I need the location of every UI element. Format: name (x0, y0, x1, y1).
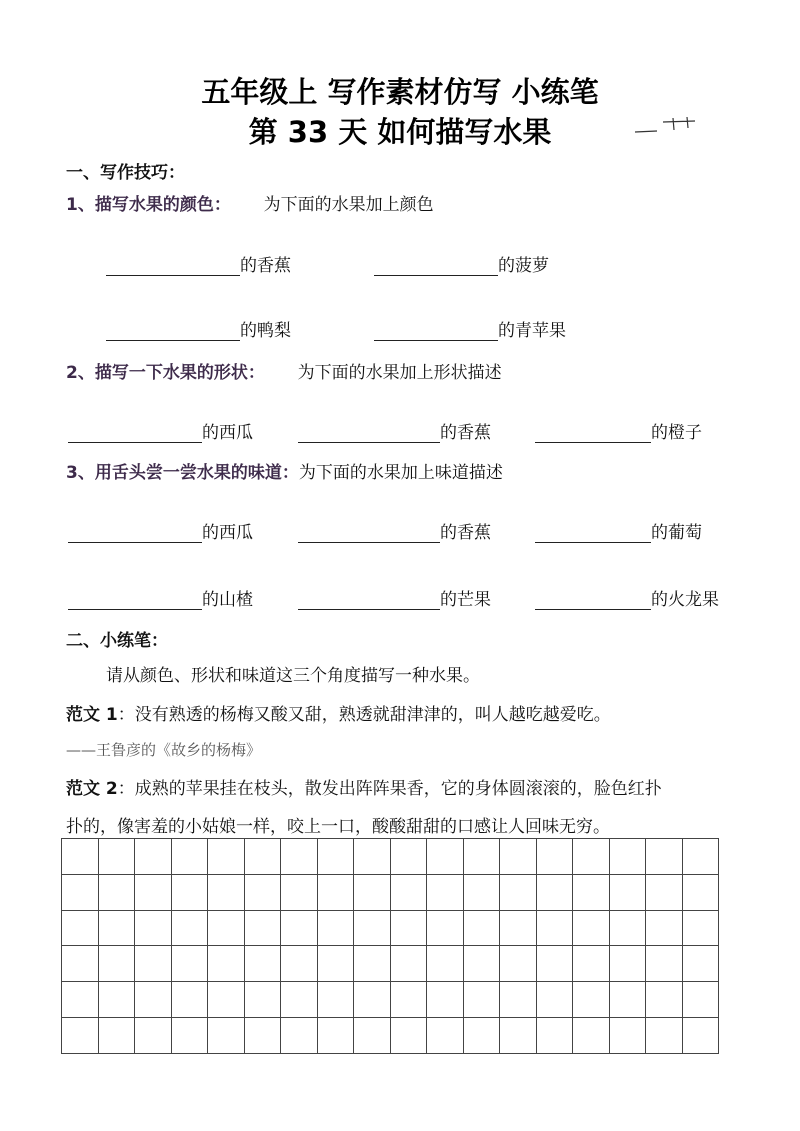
grid-cell[interactable] (390, 1017, 427, 1053)
grid-cell[interactable] (208, 946, 245, 982)
grid-cell[interactable] (463, 946, 500, 982)
grid-cell[interactable] (281, 1017, 318, 1053)
grid-cell[interactable] (536, 839, 573, 875)
answer-blank[interactable] (68, 522, 202, 543)
fruit-label: 的青苹果 (498, 321, 566, 341)
grid-cell[interactable] (500, 839, 537, 875)
answer-blank[interactable] (374, 255, 498, 276)
grid-cell[interactable] (317, 874, 354, 910)
grid-cell[interactable] (573, 910, 610, 946)
grid-cell[interactable] (135, 982, 172, 1018)
example-2-line1 (66, 774, 662, 799)
grid-row (62, 839, 719, 875)
grid-cell[interactable] (536, 946, 573, 982)
grid-cell[interactable] (427, 839, 464, 875)
fruit-label: 的菠萝 (498, 256, 549, 276)
technique-shape (66, 358, 502, 383)
scribble-mark (633, 114, 699, 134)
answer-blank[interactable] (106, 255, 240, 276)
fill-blank-item[interactable] (68, 418, 253, 443)
example-1 (66, 700, 611, 725)
grid-cell[interactable] (135, 946, 172, 982)
example-2-text: ：成熟的苹果挂在枝头，散发出阵阵果香，它的身体圆滚滚的，脸色红扑 (117, 779, 662, 799)
grid-cell[interactable] (281, 839, 318, 875)
grid-cell[interactable] (536, 1017, 573, 1053)
fill-blank-item[interactable] (374, 316, 566, 341)
grid-cell[interactable] (390, 982, 427, 1018)
grid-cell[interactable] (609, 982, 646, 1018)
exercise-prompt: 请从颜色、形状和味道这三个角度描写一种水果。 (106, 666, 480, 686)
grid-cell[interactable] (98, 839, 135, 875)
grid-cell[interactable] (135, 874, 172, 910)
fruit-label: 的鸭梨 (240, 321, 291, 341)
fruit-label: 的香蕉 (240, 256, 291, 276)
grid-cell[interactable] (609, 910, 646, 946)
grid-cell[interactable] (646, 946, 683, 982)
fill-blank-item[interactable] (106, 251, 291, 276)
technique-shape-label: 2、描写一下水果的形状： (66, 363, 265, 383)
grid-cell[interactable] (609, 946, 646, 982)
grid-cell[interactable] (354, 910, 391, 946)
grid-cell[interactable] (62, 839, 99, 875)
grid-cell[interactable] (208, 1017, 245, 1053)
grid-cell[interactable] (281, 946, 318, 982)
answer-blank[interactable] (374, 320, 498, 341)
grid-cell[interactable] (500, 1017, 537, 1053)
grid-cell[interactable] (573, 1017, 610, 1053)
fill-blank-item[interactable] (298, 518, 491, 543)
section1-heading: 一、写作技巧： (66, 163, 185, 183)
grid-cell[interactable] (354, 982, 391, 1018)
answer-blank[interactable] (535, 522, 651, 543)
grid-cell[interactable] (646, 982, 683, 1018)
technique-color-instruction: 为下面的水果加上颜色 (263, 195, 434, 215)
fruit-label: 的香蕉 (440, 523, 491, 543)
grid-cell[interactable] (244, 946, 281, 982)
grid-cell[interactable] (646, 874, 683, 910)
grid-cell[interactable] (354, 1017, 391, 1053)
fruit-label: 的山楂 (202, 590, 253, 610)
grid-cell[interactable] (171, 910, 208, 946)
grid-cell[interactable] (98, 1017, 135, 1053)
technique-color (66, 190, 434, 215)
grid-cell[interactable] (62, 946, 99, 982)
grid-cell[interactable] (281, 874, 318, 910)
grid-cell[interactable] (682, 1017, 719, 1053)
fruit-label: 的香蕉 (440, 423, 491, 443)
grid-cell[interactable] (500, 874, 537, 910)
technique-taste-instruction: 为下面的水果加上味道描述 (298, 463, 503, 483)
grid-cell[interactable] (244, 1017, 281, 1053)
fill-blank-item[interactable] (535, 585, 719, 610)
grid-row (62, 910, 719, 946)
fruit-label: 的葡萄 (651, 523, 702, 543)
grid-cell[interactable] (427, 946, 464, 982)
grid-cell[interactable] (354, 874, 391, 910)
fill-blank-item[interactable] (298, 418, 491, 443)
grid-cell[interactable] (171, 982, 208, 1018)
grid-cell[interactable] (536, 874, 573, 910)
fruit-label: 的橙子 (651, 423, 702, 443)
grid-cell[interactable] (609, 874, 646, 910)
example-1-text: ：没有熟透的杨梅又酸又甜，熟透就甜津津的，叫人越吃越爱吃。 (117, 705, 611, 725)
grid-cell[interactable] (427, 982, 464, 1018)
grid-cell[interactable] (317, 1017, 354, 1053)
grid-cell[interactable] (682, 839, 719, 875)
grid-cell[interactable] (500, 946, 537, 982)
answer-blank[interactable] (68, 589, 202, 610)
grid-cell[interactable] (62, 982, 99, 1018)
answer-blank[interactable] (535, 589, 651, 610)
grid-cell[interactable] (171, 946, 208, 982)
fill-blank-item[interactable] (68, 518, 253, 543)
grid-cell[interactable] (536, 910, 573, 946)
grid-cell[interactable] (62, 910, 99, 946)
grid-cell[interactable] (463, 910, 500, 946)
grid-cell[interactable] (646, 839, 683, 875)
technique-color-label: 1、描写水果的颜色： (66, 195, 231, 215)
answer-blank[interactable] (298, 522, 440, 543)
fill-blank-item[interactable] (68, 585, 253, 610)
fruit-label: 的西瓜 (202, 523, 253, 543)
grid-cell[interactable] (208, 910, 245, 946)
grid-cell[interactable] (682, 910, 719, 946)
grid-cell[interactable] (646, 910, 683, 946)
answer-blank[interactable] (535, 422, 651, 443)
grid-cell[interactable] (427, 1017, 464, 1053)
grid-cell[interactable] (390, 874, 427, 910)
answer-blank[interactable] (106, 320, 240, 341)
technique-taste-label: 3、用舌头尝一尝水果的味道： (66, 463, 299, 483)
grid-cell[interactable] (354, 839, 391, 875)
grid-cell[interactable] (573, 874, 610, 910)
grid-cell[interactable] (463, 874, 500, 910)
grid-cell[interactable] (208, 874, 245, 910)
technique-taste (66, 458, 503, 483)
fill-blank-item[interactable] (106, 316, 291, 341)
answer-blank[interactable] (298, 422, 440, 443)
grid-cell[interactable] (62, 874, 99, 910)
grid-cell[interactable] (500, 910, 537, 946)
grid-cell[interactable] (536, 982, 573, 1018)
answer-blank[interactable] (298, 589, 440, 610)
grid-cell[interactable] (390, 839, 427, 875)
grid-cell[interactable] (646, 1017, 683, 1053)
answer-blank[interactable] (68, 422, 202, 443)
grid-cell[interactable] (463, 839, 500, 875)
example-2-line2: 扑的，像害羞的小姑娘一样，咬上一口，酸酸甜甜的口感让人回味无穷。 (66, 817, 610, 837)
grid-cell[interactable] (62, 1017, 99, 1053)
grid-cell[interactable] (390, 946, 427, 982)
example-1-credit: ——王鲁彦的《故乡的杨梅》 (66, 741, 262, 759)
grid-cell[interactable] (281, 910, 318, 946)
fruit-label: 的火龙果 (651, 590, 719, 610)
example-1-label: 范文 1 (66, 705, 118, 725)
grid-cell[interactable] (682, 874, 719, 910)
grid-cell[interactable] (609, 1017, 646, 1053)
grid-cell[interactable] (573, 839, 610, 875)
fruit-label: 的芒果 (440, 590, 491, 610)
grid-cell[interactable] (573, 982, 610, 1018)
example-2-label: 范文 2 (66, 779, 118, 799)
fill-blank-item[interactable] (374, 251, 549, 276)
grid-cell[interactable] (682, 946, 719, 982)
grid-row (62, 874, 719, 910)
grid-row (62, 1017, 719, 1053)
grid-cell[interactable] (354, 946, 391, 982)
grid-cell[interactable] (317, 839, 354, 875)
writing-grid[interactable] (61, 838, 719, 1054)
grid-cell[interactable] (98, 910, 135, 946)
fill-blank-item[interactable] (535, 418, 702, 443)
grid-cell[interactable] (390, 910, 427, 946)
grid-cell[interactable] (463, 1017, 500, 1053)
grid-cell[interactable] (281, 982, 318, 1018)
fruit-label: 的西瓜 (202, 423, 253, 443)
grid-cell[interactable] (427, 910, 464, 946)
grid-cell[interactable] (573, 946, 610, 982)
grid-cell[interactable] (135, 839, 172, 875)
grid-cell[interactable] (98, 946, 135, 982)
grid-cell[interactable] (463, 982, 500, 1018)
grid-cell[interactable] (609, 839, 646, 875)
grid-cell[interactable] (135, 1017, 172, 1053)
grid-cell[interactable] (317, 982, 354, 1018)
section2-heading: 二、小练笔： (66, 631, 168, 651)
fill-blank-item[interactable] (535, 518, 702, 543)
grid-row (62, 982, 719, 1018)
grid-cell[interactable] (171, 874, 208, 910)
grid-row (62, 946, 719, 982)
grid-cell[interactable] (244, 839, 281, 875)
grid-cell[interactable] (244, 874, 281, 910)
grid-cell[interactable] (98, 982, 135, 1018)
grid-cell[interactable] (98, 874, 135, 910)
grid-cell[interactable] (682, 982, 719, 1018)
grid-cell[interactable] (171, 839, 208, 875)
grid-cell[interactable] (244, 982, 281, 1018)
grid-cell[interactable] (317, 910, 354, 946)
grid-cell[interactable] (135, 910, 172, 946)
grid-cell[interactable] (500, 982, 537, 1018)
worksheet-subtitle: 第 33 天 如何描写水果 (248, 115, 552, 149)
fill-blank-item[interactable] (298, 585, 491, 610)
grid-cell[interactable] (317, 946, 354, 982)
technique-shape-instruction: 为下面的水果加上形状描述 (297, 363, 502, 383)
worksheet-title: 五年级上 写作素材仿写 小练笔 (201, 75, 599, 109)
grid-cell[interactable] (208, 982, 245, 1018)
grid-cell[interactable] (427, 874, 464, 910)
grid-cell[interactable] (244, 910, 281, 946)
grid-cell[interactable] (208, 839, 245, 875)
grid-cell[interactable] (171, 1017, 208, 1053)
